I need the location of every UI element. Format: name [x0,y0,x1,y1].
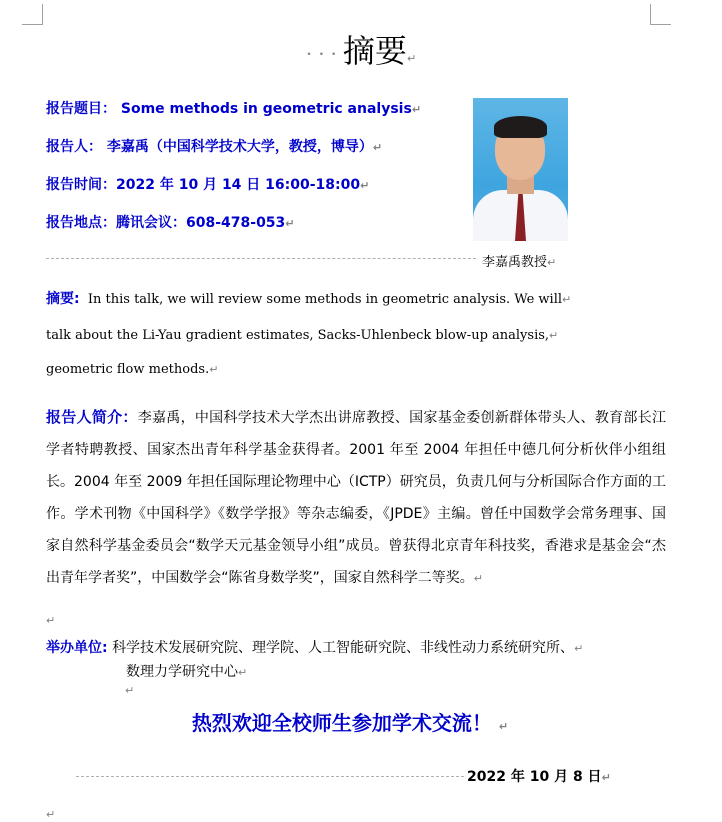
notice-date: 2022 年 10 月 8 日↵ [467,769,611,785]
host-units [46,637,583,681]
paragraph-mark: ↵ [549,329,559,342]
abstract-line-1 [46,288,571,308]
paragraph-mark: ↵ [406,52,417,65]
speaker-bio [46,401,666,595]
speaker-row [46,136,382,156]
speaker-photo [473,98,568,241]
location-label: 报告地点： [46,215,116,231]
paragraph-mark: ↵ [285,217,295,230]
speaker-label: 报告人： [46,139,102,155]
page-title-text: 摘要 [342,32,407,70]
paragraph-mark: ↵ [411,103,422,116]
abstract-text-3: geometric flow methods. [46,362,210,377]
abstract-line-2 [46,328,558,343]
paragraph-mark: ↵ [238,666,248,679]
welcome-banner: 热烈欢迎全校师生参加学术交流！ ↵ [191,711,509,735]
paragraph-mark: ↵ [125,684,135,697]
abstract-line-3 [46,362,218,377]
page-title [0,26,722,72]
paragraph-mark: ↵ [46,808,56,821]
host-line-1: 科学技术发展研究院、理学院、人工智能研究院、非线性动力系统研究所、 [112,640,575,656]
location-row [46,212,295,232]
paragraph-mark: ↵ [46,614,56,627]
divider-bottom [76,776,464,777]
host-label: 举办单位: [46,640,108,656]
abstract-label: 摘要: [46,291,80,307]
time-label: 报告时间： [46,177,116,193]
paragraph-mark: ↵ [372,141,383,154]
abstract-text-1: In this talk, we will review some methods in geometric analysis. We will [87,292,563,307]
location-value: 腾讯会议：608-478-053 [116,215,286,231]
bio-label: 报告人简介： [46,408,138,426]
time-value: 2022 年 10 月 14 日 16:00-18:00 [116,177,361,193]
abstract-text-2: talk about the Li-Yau gradient estimates, Sacks-Uhlenbeck blow-up analysis, [46,328,550,343]
bio-text: 李嘉禹，中国科学技术大学杰出讲席教授、国家基金委创新群体带头人、教育部长江学者特聘教授、国家杰出青年科学基金获得者。2001 年至 2004 年担任中德几何分析伙伴小组组长。2004 年至 2009 年担任国际理论物理中心（ICTP）研究员，负责几何与分析国际合作方面的工作。学术刊物《中国科学》《数学学报》等杂志编委，《JPDE》主编。曾任中国数学会常务理事、国家自然科学基金委员会“数学天元基金领导小组”成员。曾获得北京青年科技奖，香港求是基金会“杰出青年学者奖”，中国数学会“陈省身数学奖”，国家自然科学二等奖。 [46,410,666,586]
host-line-2: 数理力学研究中心 [126,664,238,680]
heading-bullets: ··· [305,41,343,66]
photo-caption: 李嘉禹教授↵ [482,255,557,270]
paragraph-mark: ↵ [360,179,370,192]
paragraph-mark: ↵ [574,642,584,655]
paragraph-mark: ↵ [473,572,483,585]
paragraph-mark: ↵ [601,771,611,784]
divider-top [46,258,476,259]
paragraph-mark: ↵ [209,363,219,376]
paragraph-mark: ↵ [498,720,509,733]
paragraph-mark: ↵ [562,293,572,306]
page-corner-top-right [650,4,671,25]
talk-title-value: Some methods in geometric analysis [120,101,412,117]
page-corner-top-left [22,4,43,25]
paragraph-mark: ↵ [547,256,557,269]
talk-title-row [46,98,421,118]
time-row [46,174,369,194]
speaker-value: 李嘉禹（中国科学技术大学，教授，博导） [106,139,373,155]
talk-title-label: 报告题目： [46,101,116,117]
